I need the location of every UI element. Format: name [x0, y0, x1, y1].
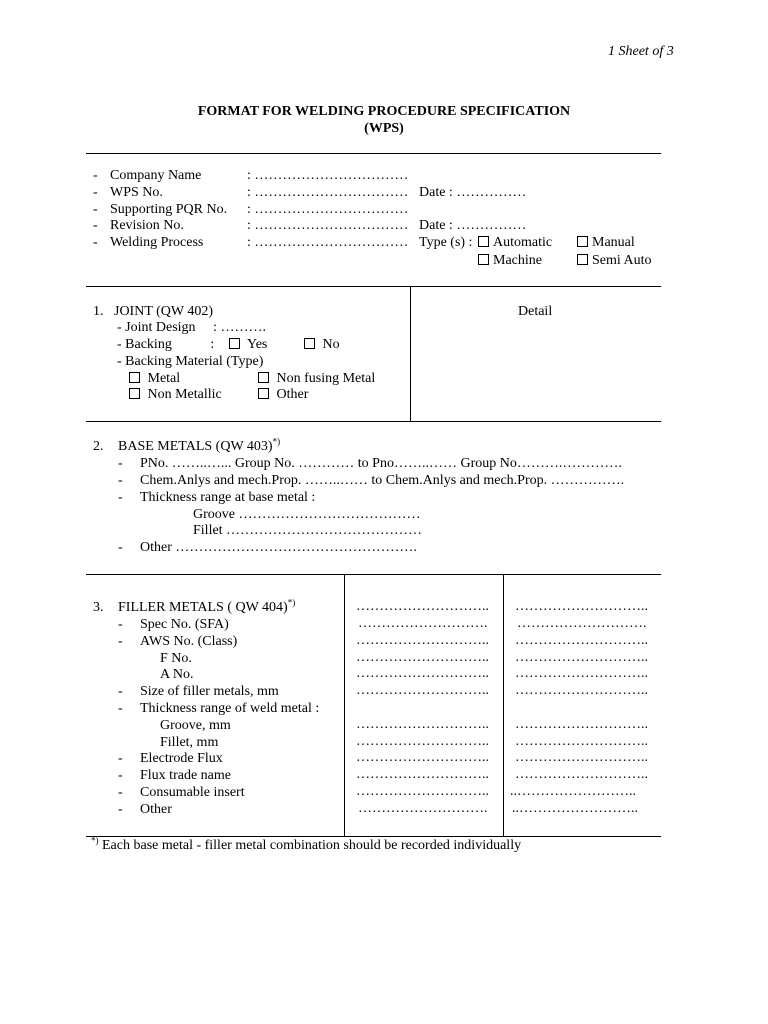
- col1-field[interactable]: ……………………….: [358, 616, 488, 631]
- date-field-1[interactable]: Date : ……………: [419, 185, 527, 200]
- col2-field[interactable]: ………………………..: [515, 599, 648, 614]
- col2-field[interactable]: ………………………..: [515, 767, 648, 782]
- divider-base-top: [86, 421, 661, 422]
- groove-row[interactable]: Groove …………………………………: [193, 507, 421, 522]
- manual-label: Manual: [592, 235, 635, 250]
- electrode-flux-label: Electrode Flux: [140, 751, 223, 766]
- type-manual[interactable]: [577, 235, 635, 251]
- joint-heading: 1. JOINT (QW 402): [93, 304, 214, 319]
- f-no-label: F No.: [160, 651, 192, 666]
- col1-field[interactable]: ……………………….: [358, 801, 488, 816]
- pqr-no-field[interactable]: : ……………………………: [247, 202, 409, 217]
- date-field-2[interactable]: Date : ……………: [419, 218, 527, 233]
- col2-field[interactable]: ………………………..: [515, 650, 648, 665]
- bullet-dash: -: [93, 218, 98, 233]
- footnote-marker: *): [91, 835, 99, 846]
- divider-bottom: [86, 836, 661, 837]
- non-metallic-label: Non Metallic: [147, 387, 222, 402]
- checkbox-icon[interactable]: [258, 372, 269, 383]
- col1-field[interactable]: ………………………..: [356, 784, 489, 799]
- backing-label: - Backing :: [117, 337, 215, 352]
- bullet-dash: -: [118, 617, 123, 632]
- welding-process-field[interactable]: : ……………………………: [247, 235, 409, 250]
- checkbox-icon[interactable]: [304, 338, 315, 349]
- checkbox-icon[interactable]: [577, 254, 588, 265]
- col1-field[interactable]: ………………………..: [356, 734, 489, 749]
- col2-field[interactable]: ………………………..: [515, 683, 648, 698]
- a-no-label: A No.: [160, 667, 194, 682]
- bullet-dash: -: [118, 634, 123, 649]
- col1-field[interactable]: ………………………..: [356, 599, 489, 614]
- sheet-number: 1 Sheet of 3: [608, 44, 674, 59]
- filler-metals-number: 3.: [93, 600, 104, 615]
- joint-column-divider: [410, 286, 411, 421]
- filler-other-label: Other: [140, 802, 172, 817]
- other-label: Other: [276, 387, 309, 402]
- checkbox-icon[interactable]: [129, 372, 140, 383]
- welding-process-label: Welding Process: [110, 235, 204, 250]
- wps-no-label: WPS No.: [110, 185, 163, 200]
- backing-no[interactable]: [304, 337, 340, 353]
- checkbox-icon[interactable]: [129, 388, 140, 399]
- backing-yes[interactable]: [229, 337, 267, 353]
- type-machine[interactable]: [478, 253, 542, 269]
- material-other[interactable]: [258, 387, 308, 403]
- bullet-dash: -: [93, 185, 98, 200]
- bullet-dash: -: [93, 235, 98, 250]
- type-semi-auto[interactable]: [577, 253, 652, 269]
- col2-field[interactable]: ………………………..: [515, 717, 648, 732]
- filler-column-divider-1: [344, 574, 345, 836]
- footnote-text: Each base metal - filler metal combination should be recorded individually: [102, 838, 522, 853]
- bullet-dash: -: [93, 202, 98, 217]
- filler-column-divider-2: [503, 574, 504, 836]
- automatic-label: Automatic: [493, 235, 553, 250]
- pqr-no-label: Supporting PQR No.: [110, 202, 228, 217]
- col2-field[interactable]: ………………………..: [515, 750, 648, 765]
- base-metals-number: 2.: [93, 439, 104, 454]
- detail-label: Detail: [518, 304, 553, 319]
- bullet-dash: -: [118, 768, 123, 783]
- non-fusing-label: Non fusing Metal: [276, 371, 376, 386]
- base-other-row[interactable]: Other …………………………………………….: [140, 540, 417, 555]
- base-metals-heading-text: BASE METALS (QW 403): [118, 439, 273, 454]
- pno-row[interactable]: PNo. ……..…... Group No. ………… to Pno……..…… Group No……….………….: [140, 456, 622, 471]
- col1-field[interactable]: ………………………..: [356, 767, 489, 782]
- checkbox-icon[interactable]: [478, 254, 489, 265]
- metal-label: Metal: [147, 371, 181, 386]
- bullet-dash: -: [118, 802, 123, 817]
- chem-row[interactable]: Chem.Anlys and mech.Prop. ……..…… to Chem.Anlys and mech.Prop. …………….: [140, 473, 625, 488]
- thickness-label: Thickness range at base metal :: [140, 490, 316, 505]
- no-label: No: [322, 337, 340, 352]
- material-non-metallic[interactable]: [129, 387, 222, 403]
- footnote: [91, 835, 522, 854]
- fillet-row[interactable]: Fillet ……………………………………: [193, 523, 423, 538]
- bullet-dash: -: [118, 701, 123, 716]
- checkbox-icon[interactable]: [229, 338, 240, 349]
- weld-thickness-label: Thickness range of weld metal :: [140, 701, 320, 716]
- type-automatic[interactable]: [478, 235, 552, 251]
- fillet-mm-label: Fillet, mm: [160, 735, 219, 750]
- bullet-dash: -: [118, 456, 123, 471]
- bullet-dash: -: [118, 540, 123, 555]
- divider-top: [86, 153, 661, 154]
- size-label: Size of filler metals, mm: [140, 684, 279, 699]
- company-name-field[interactable]: : ……………………………: [247, 168, 409, 183]
- aws-no-label: AWS No. (Class): [140, 634, 238, 649]
- col2-field[interactable]: ………………………..: [515, 734, 648, 749]
- machine-label: Machine: [493, 253, 542, 268]
- material-non-fusing[interactable]: [258, 371, 375, 387]
- col1-field[interactable]: ………………………..: [356, 633, 489, 648]
- col1-field[interactable]: ………………………..: [356, 650, 489, 665]
- filler-metals-heading-text: FILLER METALS ( QW 404): [118, 600, 288, 615]
- bullet-dash: -: [118, 785, 123, 800]
- wps-no-field[interactable]: : ……………………………: [247, 185, 409, 200]
- col2-field[interactable]: ………………………..: [515, 633, 648, 648]
- joint-design-row[interactable]: - Joint Design : ……….: [117, 320, 266, 335]
- filler-metals-heading: [118, 597, 296, 616]
- base-metals-heading: [118, 436, 281, 455]
- type-label: Type (s) :: [419, 235, 473, 250]
- checkbox-icon[interactable]: [577, 236, 588, 247]
- bullet-dash: -: [118, 473, 123, 488]
- semi-auto-label: Semi Auto: [592, 253, 652, 268]
- revision-no-label: Revision No.: [110, 218, 184, 233]
- footnote-marker: *): [272, 436, 281, 447]
- yes-label: Yes: [246, 337, 268, 352]
- backing-material-label: - Backing Material (Type): [117, 354, 264, 369]
- divider-filler-top: [86, 574, 661, 575]
- divider-joint-top: [86, 286, 661, 287]
- col1-field[interactable]: ………………………..: [356, 750, 489, 765]
- col2-field[interactable]: ……………………….: [517, 616, 647, 631]
- col2-field[interactable]: ..……………………..: [510, 784, 636, 799]
- bullet-dash: -: [118, 490, 123, 505]
- col1-field[interactable]: ………………………..: [356, 717, 489, 732]
- revision-no-field[interactable]: : ……………………………: [247, 218, 409, 233]
- checkbox-icon[interactable]: [478, 236, 489, 247]
- col1-field[interactable]: ………………………..: [356, 666, 489, 681]
- material-metal[interactable]: [129, 371, 180, 387]
- bullet-dash: -: [118, 751, 123, 766]
- consumable-label: Consumable insert: [140, 785, 245, 800]
- company-name-label: Company Name: [110, 168, 202, 183]
- footnote-marker: *): [287, 597, 296, 608]
- col2-field[interactable]: ………………………..: [515, 666, 648, 681]
- flux-trade-label: Flux trade name: [140, 768, 231, 783]
- spec-no-label: Spec No. (SFA): [140, 617, 229, 632]
- checkbox-icon[interactable]: [258, 388, 269, 399]
- page-title: FORMAT FOR WELDING PROCEDURE SPECIFICATION: [197, 104, 571, 119]
- col1-field[interactable]: ………………………..: [356, 683, 489, 698]
- groove-mm-label: Groove, mm: [160, 718, 231, 733]
- bullet-dash: -: [93, 168, 98, 183]
- bullet-dash: -: [118, 684, 123, 699]
- page-subtitle: (WPS): [364, 121, 404, 136]
- col2-field[interactable]: ..……………………..: [512, 801, 638, 816]
